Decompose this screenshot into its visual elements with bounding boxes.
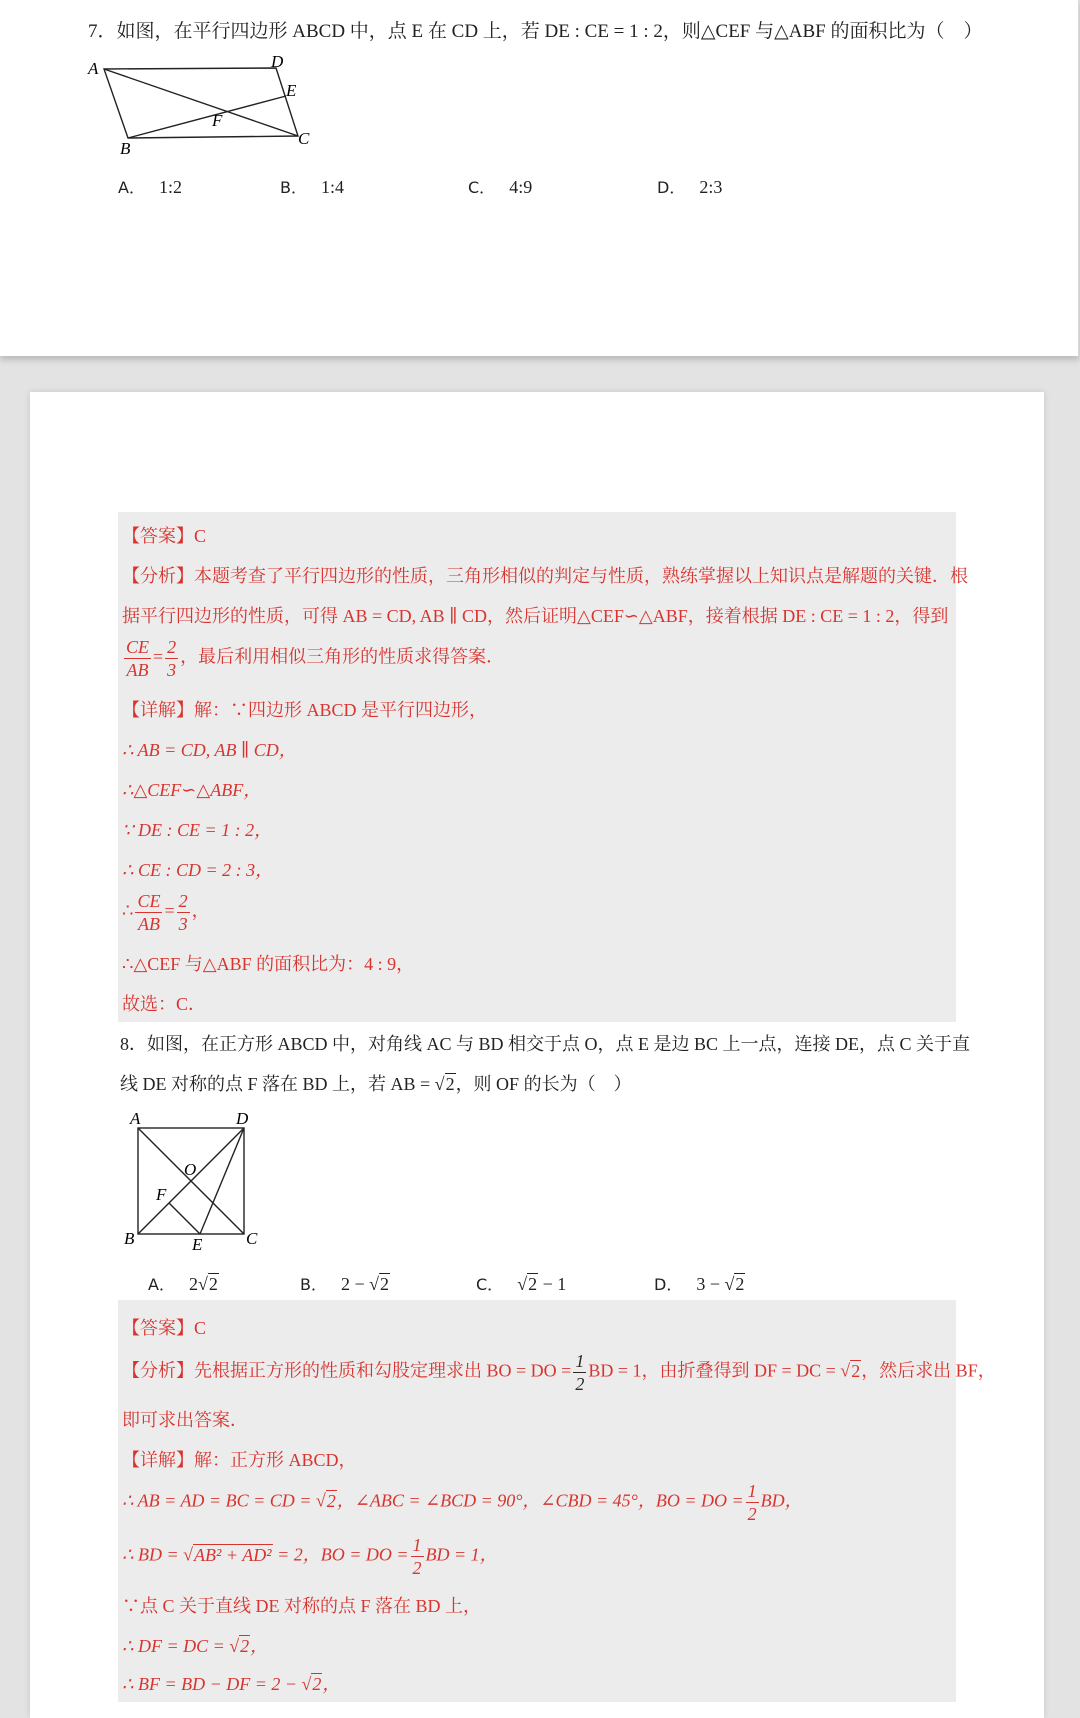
- label-d: D: [271, 52, 284, 71]
- option-b[interactable]: B． 1:4: [280, 177, 344, 197]
- label-a: A: [88, 59, 99, 78]
- detail-7-line-1: 【详解】解：∵四边形 ABCD 是平行四边形，: [122, 700, 488, 720]
- option-d[interactable]: D． 2:3: [657, 177, 723, 197]
- option-b[interactable]: B． 2 − √2: [300, 1274, 390, 1294]
- option-c[interactable]: C． √2 − 1: [476, 1274, 567, 1294]
- label-o: O: [184, 1160, 197, 1179]
- analysis-7-line-3: $\frac{CE}{AB}$ = $\frac{2}{3}$ ，最后利用相似三角形的性质求得答案．: [126, 637, 505, 680]
- answer-8-tag: 【答案】C: [122, 1318, 207, 1338]
- diagonal-ac: [104, 69, 298, 136]
- label-b: B: [124, 1229, 135, 1248]
- detail-7-step-2: ∴△CEF∽△ABF，: [122, 780, 262, 800]
- label-c: C: [246, 1229, 258, 1248]
- detail-8-step-1: ∴ AB = AD = BC = CD = √2，∠ABC = ∠BCD = 90°，∠CBD = 45°，BO = DO = $\frac{1}{2}$ BD，: [122, 1481, 803, 1524]
- answer-7-conclusion: 故选：C．: [122, 994, 207, 1014]
- label-b: B: [120, 139, 131, 156]
- detail-8-step-2: ∴ BD = √AB² + AD² = 2，BO = DO = $\frac{1}{2}$ BD = 1，: [122, 1535, 498, 1578]
- label-f: F: [156, 1185, 167, 1204]
- label-e: E: [286, 81, 297, 100]
- detail-8-step-5: ∴ BF = BD − DF = 2 − √2，: [122, 1674, 341, 1694]
- analysis-8-line-1: 【分析】先根据正方形的性质和勾股定理求出 BO = DO = $\frac{1}{2}$ BD = 1，由折叠得到 DF = DC = √2，然后求出 BF，: [122, 1351, 996, 1394]
- option-c[interactable]: C． 4:9: [468, 177, 533, 197]
- label-c: C: [298, 129, 310, 148]
- detail-8-step-4: ∴ DF = DC = √2，: [122, 1636, 269, 1656]
- detail-7-step-4: ∴ CE : CD = 2 : 3，: [122, 860, 274, 880]
- segment-be: [128, 96, 286, 138]
- detail-7-step-1: ∴ AB = CD, AB ∥ CD，: [122, 740, 297, 760]
- label-d: D: [236, 1109, 249, 1128]
- question-7-stem: 7．如图，在平行四边形 ABCD 中，点 E 在 CD 上，若 DE : CE = 1 : 2，则△CEF 与△ABF 的面积比为（ ）: [88, 21, 983, 42]
- parallelogram-diagram: [86, 52, 326, 156]
- detail-8-step-3: ∵点 C 关于直线 DE 对称的点 F 落在 BD 上，: [122, 1596, 482, 1616]
- answer-block-7: [118, 512, 968, 1022]
- answer-block-8: [118, 1300, 996, 1702]
- answer-7-tag: 【答案】C: [122, 526, 207, 546]
- segment-fe: [169, 1203, 200, 1234]
- analysis-7-line-2: 据平行四边形的性质，可得 AB = CD, AB ∥ CD，然后证明△CEF∽△ABF，接着根据 DE : CE = 1 : 2，得到: [122, 606, 949, 626]
- detail-7-step-6: ∴△CEF 与△ABF 的面积比为：4 : 9，: [122, 954, 415, 974]
- option-a[interactable]: A． 1:2: [118, 177, 182, 197]
- option-a[interactable]: A． 2√2: [148, 1274, 218, 1294]
- analysis-8-line-2: 即可求出答案．: [122, 1410, 248, 1430]
- analysis-7-line-1: 【分析】本题考查了平行四边形的性质，三角形相似的判定与性质，熟练掌握以上知识点是解题的关键．根: [122, 566, 968, 586]
- label-a: A: [130, 1109, 141, 1128]
- detail-8-line-1: 【详解】解：正方形 ABCD，: [122, 1450, 357, 1470]
- question-8-line-2: 线 DE 对称的点 F 落在 BD 上，若 AB = √2，则 OF 的长为（ ）: [120, 1074, 632, 1094]
- label-f: F: [212, 111, 223, 130]
- option-d[interactable]: D． 3 − √2: [654, 1274, 745, 1294]
- segment-de: [200, 1128, 244, 1234]
- question-8-line-1: 8．如图，在正方形 ABCD 中，对角线 AC 与 BD 相交于点 O，点 E 是边 BC 上一点，连接 DE，点 C 关于直: [120, 1034, 971, 1054]
- detail-7-step-5: ∴ $\frac{CE}{AB}$ = $\frac{2}{3}$ ，: [122, 891, 210, 934]
- label-e: E: [192, 1235, 203, 1250]
- detail-7-step-3: ∵ DE : CE = 1 : 2，: [122, 820, 273, 840]
- page-question-7: [0, 0, 1079, 356]
- square-diagram: [120, 1108, 270, 1250]
